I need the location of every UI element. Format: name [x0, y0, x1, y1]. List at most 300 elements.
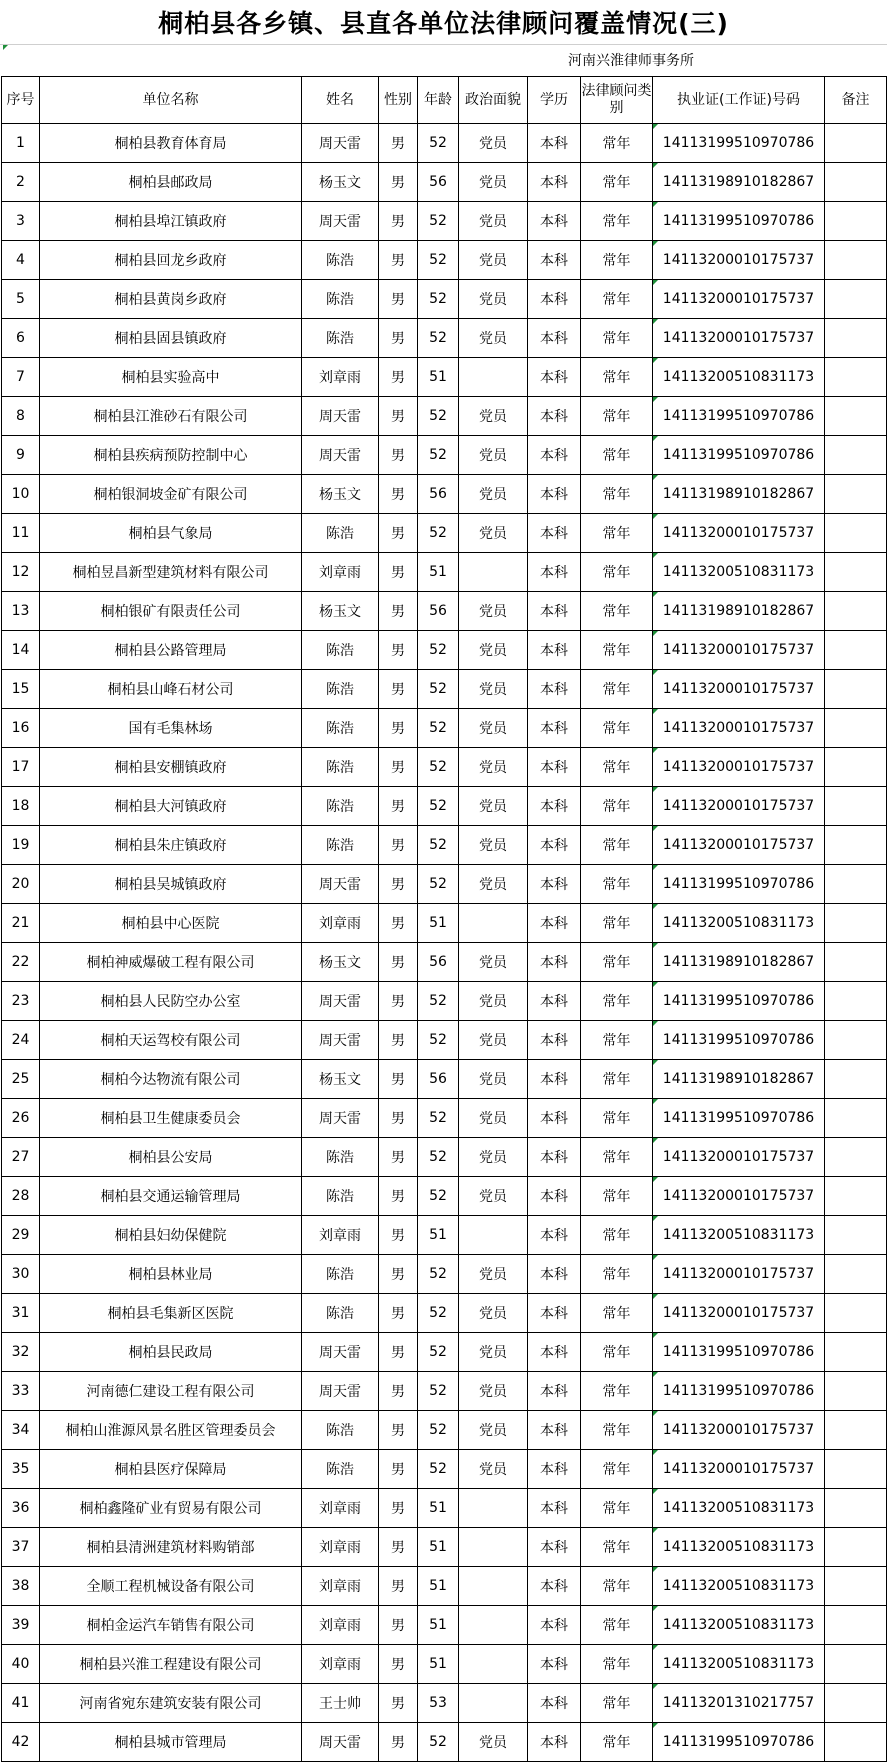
cell-person-name: 王士帅	[302, 1684, 379, 1723]
cell-license-number: 14113200510831173	[653, 553, 825, 592]
cell-counsel-category: 常年	[581, 124, 653, 163]
cell-seq: 19	[2, 826, 40, 865]
cell-remarks	[825, 1216, 887, 1255]
cell-remarks	[825, 1060, 887, 1099]
cell-political-status	[459, 1684, 528, 1723]
cell-seq: 15	[2, 670, 40, 709]
cell-political-status: 党员	[459, 1372, 528, 1411]
cell-unit-name: 桐柏县实验高中	[40, 358, 302, 397]
cell-remarks	[825, 475, 887, 514]
table-row	[2, 358, 887, 397]
cell-person-name: 周天雷	[302, 1723, 379, 1762]
cell-remarks	[825, 1684, 887, 1723]
cell-gender: 男	[379, 826, 418, 865]
cell-unit-name: 桐柏县固县镇政府	[40, 319, 302, 358]
cell-age: 52	[418, 319, 459, 358]
cell-license-number: 14113200510831173	[653, 358, 825, 397]
cell-remarks	[825, 826, 887, 865]
cell-license-number: 14113200010175737	[653, 1450, 825, 1489]
cell-gender: 男	[379, 1606, 418, 1645]
cell-remarks	[825, 1723, 887, 1762]
cell-political-status: 党员	[459, 514, 528, 553]
cell-political-status: 党员	[459, 436, 528, 475]
cell-remarks	[825, 982, 887, 1021]
table-row	[2, 202, 887, 241]
cell-political-status: 党员	[459, 1411, 528, 1450]
cell-license-number: 14113199510970786	[653, 1021, 825, 1060]
cell-remarks	[825, 1138, 887, 1177]
cell-license-number: 14113200010175737	[653, 787, 825, 826]
cell-counsel-category: 常年	[581, 1372, 653, 1411]
cell-seq: 6	[2, 319, 40, 358]
cell-person-name: 杨玉文	[302, 163, 379, 202]
cell-age: 52	[418, 202, 459, 241]
cell-education: 本科	[528, 1060, 581, 1099]
cell-unit-name: 国有毛集林场	[40, 709, 302, 748]
table-row	[2, 1372, 887, 1411]
cell-gender: 男	[379, 1645, 418, 1684]
cell-gender: 男	[379, 319, 418, 358]
table-row	[2, 1684, 887, 1723]
header-remarks: 备注	[825, 77, 887, 124]
cell-age: 52	[418, 514, 459, 553]
cell-seq: 9	[2, 436, 40, 475]
cell-license-number: 14113199510970786	[653, 436, 825, 475]
cell-seq: 8	[2, 397, 40, 436]
cell-political-status	[459, 1567, 528, 1606]
cell-seq: 22	[2, 943, 40, 982]
cell-gender: 男	[379, 1216, 418, 1255]
cell-remarks	[825, 1450, 887, 1489]
cell-seq: 30	[2, 1255, 40, 1294]
cell-seq: 12	[2, 553, 40, 592]
cell-age: 52	[418, 748, 459, 787]
cell-counsel-category: 常年	[581, 553, 653, 592]
cell-license-number: 14113198910182867	[653, 943, 825, 982]
cell-remarks	[825, 1021, 887, 1060]
cell-political-status: 党员	[459, 1021, 528, 1060]
cell-unit-name: 桐柏县公安局	[40, 1138, 302, 1177]
cell-person-name: 陈浩	[302, 241, 379, 280]
cell-age: 51	[418, 1216, 459, 1255]
cell-political-status: 党员	[459, 592, 528, 631]
cell-counsel-category: 常年	[581, 865, 653, 904]
cell-gender: 男	[379, 163, 418, 202]
cell-political-status: 党员	[459, 1333, 528, 1372]
cell-education: 本科	[528, 358, 581, 397]
table-row	[2, 1723, 887, 1762]
cell-counsel-category: 常年	[581, 904, 653, 943]
cell-person-name: 刘章雨	[302, 1606, 379, 1645]
cell-unit-name: 桐柏今达物流有限公司	[40, 1060, 302, 1099]
cell-age: 52	[418, 1099, 459, 1138]
cell-counsel-category: 常年	[581, 1060, 653, 1099]
table-row	[2, 241, 887, 280]
cell-license-number: 14113200510831173	[653, 1489, 825, 1528]
cell-age: 52	[418, 397, 459, 436]
cell-age: 51	[418, 553, 459, 592]
cell-age: 51	[418, 1606, 459, 1645]
cell-age: 52	[418, 241, 459, 280]
table-row	[2, 592, 887, 631]
cell-person-name: 陈浩	[302, 319, 379, 358]
cell-counsel-category: 常年	[581, 1528, 653, 1567]
cell-gender: 男	[379, 982, 418, 1021]
organization-row	[0, 44, 887, 77]
cell-education: 本科	[528, 1411, 581, 1450]
table-row	[2, 1021, 887, 1060]
cell-seq: 31	[2, 1294, 40, 1333]
cell-person-name: 陈浩	[302, 1177, 379, 1216]
cell-license-number: 14113200010175737	[653, 241, 825, 280]
cell-unit-name: 桐柏天运驾校有限公司	[40, 1021, 302, 1060]
cell-gender: 男	[379, 1489, 418, 1528]
cell-age: 52	[418, 982, 459, 1021]
cell-unit-name: 桐柏县交通运输管理局	[40, 1177, 302, 1216]
table-row	[2, 1489, 887, 1528]
cell-remarks	[825, 787, 887, 826]
table-row	[2, 709, 887, 748]
cell-counsel-category: 常年	[581, 1216, 653, 1255]
cell-counsel-category: 常年	[581, 592, 653, 631]
counsel-coverage-table	[1, 76, 887, 1762]
cell-license-number: 14113199510970786	[653, 982, 825, 1021]
cell-license-number: 14113198910182867	[653, 475, 825, 514]
cell-political-status: 党员	[459, 1723, 528, 1762]
cell-age: 52	[418, 124, 459, 163]
cell-license-number: 14113200010175737	[653, 1411, 825, 1450]
cell-seq: 21	[2, 904, 40, 943]
cell-age: 52	[418, 1723, 459, 1762]
cell-seq: 36	[2, 1489, 40, 1528]
cell-person-name: 刘章雨	[302, 1567, 379, 1606]
cell-education: 本科	[528, 280, 581, 319]
cell-remarks	[825, 280, 887, 319]
cell-counsel-category: 常年	[581, 280, 653, 319]
cell-person-name: 陈浩	[302, 826, 379, 865]
header-political-status: 政治面貌	[459, 77, 528, 124]
cell-person-name: 陈浩	[302, 787, 379, 826]
cell-remarks	[825, 943, 887, 982]
cell-person-name: 陈浩	[302, 670, 379, 709]
cell-unit-name: 桐柏县清洲建筑材料购销部	[40, 1528, 302, 1567]
cell-gender: 男	[379, 1177, 418, 1216]
cell-education: 本科	[528, 592, 581, 631]
cell-education: 本科	[528, 1099, 581, 1138]
cell-political-status: 党员	[459, 1099, 528, 1138]
cell-seq: 2	[2, 163, 40, 202]
cell-education: 本科	[528, 1606, 581, 1645]
cell-person-name: 刘章雨	[302, 1528, 379, 1567]
cell-remarks	[825, 1645, 887, 1684]
cell-counsel-category: 常年	[581, 670, 653, 709]
cell-age: 51	[418, 1645, 459, 1684]
cell-gender: 男	[379, 904, 418, 943]
cell-remarks	[825, 124, 887, 163]
cell-unit-name: 桐柏县毛集新区医院	[40, 1294, 302, 1333]
cell-age: 56	[418, 475, 459, 514]
cell-political-status: 党员	[459, 241, 528, 280]
cell-education: 本科	[528, 1489, 581, 1528]
cell-unit-name: 桐柏县医疗保障局	[40, 1450, 302, 1489]
header-counsel-category: 法律顾问类别	[581, 77, 653, 124]
table-row	[2, 1255, 887, 1294]
cell-gender: 男	[379, 1411, 418, 1450]
cell-seq: 35	[2, 1450, 40, 1489]
table-row	[2, 748, 887, 787]
table-row	[2, 1177, 887, 1216]
cell-age: 51	[418, 1528, 459, 1567]
cell-remarks	[825, 1099, 887, 1138]
cell-remarks	[825, 1489, 887, 1528]
cell-person-name: 刘章雨	[302, 1489, 379, 1528]
table-row	[2, 1645, 887, 1684]
cell-person-name: 陈浩	[302, 709, 379, 748]
cell-remarks	[825, 1333, 887, 1372]
cell-seq: 40	[2, 1645, 40, 1684]
cell-counsel-category: 常年	[581, 202, 653, 241]
cell-unit-name: 桐柏县邮政局	[40, 163, 302, 202]
cell-education: 本科	[528, 1645, 581, 1684]
cell-education: 本科	[528, 826, 581, 865]
cell-age: 53	[418, 1684, 459, 1723]
cell-person-name: 刘章雨	[302, 1216, 379, 1255]
cell-license-number: 14113200010175737	[653, 514, 825, 553]
cell-license-number: 14113200010175737	[653, 670, 825, 709]
cell-age: 52	[418, 1177, 459, 1216]
cell-counsel-category: 常年	[581, 709, 653, 748]
cell-age: 52	[418, 631, 459, 670]
cell-remarks	[825, 1606, 887, 1645]
cell-education: 本科	[528, 1255, 581, 1294]
cell-political-status: 党员	[459, 397, 528, 436]
table-row	[2, 1606, 887, 1645]
cell-seq: 32	[2, 1333, 40, 1372]
cell-age: 52	[418, 787, 459, 826]
organization-name: 河南兴淮律师事务所	[568, 53, 694, 69]
cell-education: 本科	[528, 1450, 581, 1489]
cell-education: 本科	[528, 1294, 581, 1333]
cell-counsel-category: 常年	[581, 826, 653, 865]
cell-political-status: 党员	[459, 631, 528, 670]
cell-license-number: 14113200010175737	[653, 280, 825, 319]
table-row	[2, 475, 887, 514]
cell-age: 52	[418, 280, 459, 319]
cell-gender: 男	[379, 241, 418, 280]
header-age: 年龄	[418, 77, 459, 124]
cell-age: 52	[418, 709, 459, 748]
cell-unit-name: 桐柏县公路管理局	[40, 631, 302, 670]
cell-education: 本科	[528, 163, 581, 202]
cell-unit-name: 河南德仁建设工程有限公司	[40, 1372, 302, 1411]
cell-education: 本科	[528, 1216, 581, 1255]
cell-person-name: 周天雷	[302, 1333, 379, 1372]
cell-counsel-category: 常年	[581, 1294, 653, 1333]
cell-unit-name: 桐柏银洞坡金矿有限公司	[40, 475, 302, 514]
cell-education: 本科	[528, 904, 581, 943]
cell-gender: 男	[379, 124, 418, 163]
cell-remarks	[825, 670, 887, 709]
cell-unit-name: 桐柏山淮源风景名胜区管理委员会	[40, 1411, 302, 1450]
cell-age: 52	[418, 1255, 459, 1294]
cell-gender: 男	[379, 1684, 418, 1723]
cell-unit-name: 桐柏县气象局	[40, 514, 302, 553]
cell-counsel-category: 常年	[581, 319, 653, 358]
cell-seq: 10	[2, 475, 40, 514]
header-gender: 性别	[379, 77, 418, 124]
cell-education: 本科	[528, 748, 581, 787]
cell-license-number: 14113199510970786	[653, 202, 825, 241]
cell-person-name: 周天雷	[302, 397, 379, 436]
cell-political-status	[459, 1606, 528, 1645]
cell-gender: 男	[379, 475, 418, 514]
cell-political-status: 党员	[459, 1294, 528, 1333]
cell-remarks	[825, 241, 887, 280]
cell-seq: 42	[2, 1723, 40, 1762]
cell-counsel-category: 常年	[581, 436, 653, 475]
cell-counsel-category: 常年	[581, 1411, 653, 1450]
table-row	[2, 787, 887, 826]
table-header	[2, 77, 887, 124]
cell-unit-name: 桐柏县教育体育局	[40, 124, 302, 163]
cell-political-status: 党员	[459, 865, 528, 904]
cell-gender: 男	[379, 1372, 418, 1411]
table-row	[2, 163, 887, 202]
cell-person-name: 刘章雨	[302, 358, 379, 397]
cell-person-name: 周天雷	[302, 1372, 379, 1411]
cell-education: 本科	[528, 553, 581, 592]
cell-seq: 26	[2, 1099, 40, 1138]
cell-counsel-category: 常年	[581, 1723, 653, 1762]
cell-person-name: 周天雷	[302, 124, 379, 163]
cell-unit-name: 桐柏县城市管理局	[40, 1723, 302, 1762]
cell-counsel-category: 常年	[581, 1606, 653, 1645]
cell-unit-name: 桐柏县回龙乡政府	[40, 241, 302, 280]
cell-counsel-category: 常年	[581, 1450, 653, 1489]
cell-unit-name: 桐柏县江淮砂石有限公司	[40, 397, 302, 436]
cell-license-number: 14113199510970786	[653, 1333, 825, 1372]
cell-gender: 男	[379, 1060, 418, 1099]
cell-license-number: 14113198910182867	[653, 1060, 825, 1099]
cell-counsel-category: 常年	[581, 787, 653, 826]
cell-license-number: 14113200510831173	[653, 904, 825, 943]
cell-license-number: 14113199510970786	[653, 124, 825, 163]
cell-seq: 41	[2, 1684, 40, 1723]
table-row	[2, 1294, 887, 1333]
cell-counsel-category: 常年	[581, 397, 653, 436]
table-row	[2, 670, 887, 709]
cell-political-status: 党员	[459, 748, 528, 787]
cell-seq: 38	[2, 1567, 40, 1606]
cell-license-number: 14113200010175737	[653, 748, 825, 787]
cell-person-name: 陈浩	[302, 514, 379, 553]
cell-seq: 16	[2, 709, 40, 748]
cell-education: 本科	[528, 709, 581, 748]
cell-seq: 14	[2, 631, 40, 670]
table-row	[2, 1138, 887, 1177]
cell-political-status: 党员	[459, 124, 528, 163]
cell-license-number: 14113199510970786	[653, 397, 825, 436]
cell-remarks	[825, 358, 887, 397]
cell-age: 52	[418, 1021, 459, 1060]
cell-unit-name: 桐柏神威爆破工程有限公司	[40, 943, 302, 982]
cell-unit-name: 桐柏县人民防空办公室	[40, 982, 302, 1021]
header-person-name: 姓名	[302, 77, 379, 124]
cell-person-name: 周天雷	[302, 202, 379, 241]
table-body	[2, 124, 887, 1762]
cell-education: 本科	[528, 1021, 581, 1060]
cell-unit-name: 桐柏县林业局	[40, 1255, 302, 1294]
cell-education: 本科	[528, 1684, 581, 1723]
cell-counsel-category: 常年	[581, 475, 653, 514]
cell-person-name: 周天雷	[302, 436, 379, 475]
cell-seq: 4	[2, 241, 40, 280]
table-row	[2, 1099, 887, 1138]
header-unit-name: 单位名称	[40, 77, 302, 124]
cell-seq: 27	[2, 1138, 40, 1177]
cell-seq: 3	[2, 202, 40, 241]
cell-political-status	[459, 1528, 528, 1567]
cell-education: 本科	[528, 436, 581, 475]
cell-political-status: 党员	[459, 670, 528, 709]
cell-gender: 男	[379, 1099, 418, 1138]
cell-counsel-category: 常年	[581, 1177, 653, 1216]
cell-gender: 男	[379, 397, 418, 436]
table-row	[2, 124, 887, 163]
table-row	[2, 319, 887, 358]
cell-gender: 男	[379, 865, 418, 904]
cell-remarks	[825, 1411, 887, 1450]
cell-unit-name: 桐柏县大河镇政府	[40, 787, 302, 826]
table-row	[2, 1216, 887, 1255]
cell-unit-name: 桐柏县中心医院	[40, 904, 302, 943]
cell-license-number: 14113198910182867	[653, 163, 825, 202]
cell-counsel-category: 常年	[581, 1333, 653, 1372]
cell-education: 本科	[528, 982, 581, 1021]
cell-unit-name: 桐柏县山峰石材公司	[40, 670, 302, 709]
cell-person-name: 陈浩	[302, 1294, 379, 1333]
cell-unit-name: 桐柏县埠江镇政府	[40, 202, 302, 241]
cell-counsel-category: 常年	[581, 943, 653, 982]
cell-education: 本科	[528, 397, 581, 436]
cell-license-number: 14113200510831173	[653, 1606, 825, 1645]
cell-education: 本科	[528, 1567, 581, 1606]
cell-person-name: 陈浩	[302, 748, 379, 787]
cell-person-name: 陈浩	[302, 631, 379, 670]
cell-unit-name: 桐柏县黄岗乡政府	[40, 280, 302, 319]
cell-gender: 男	[379, 787, 418, 826]
cell-remarks	[825, 1372, 887, 1411]
cell-political-status: 党员	[459, 1450, 528, 1489]
cell-gender: 男	[379, 1723, 418, 1762]
cell-political-status: 党员	[459, 163, 528, 202]
cell-education: 本科	[528, 943, 581, 982]
cell-seq: 13	[2, 592, 40, 631]
cell-gender: 男	[379, 1138, 418, 1177]
cell-remarks	[825, 514, 887, 553]
cell-license-number: 14113200010175737	[653, 709, 825, 748]
cell-person-name: 杨玉文	[302, 475, 379, 514]
cell-person-name: 杨玉文	[302, 943, 379, 982]
cell-education: 本科	[528, 1723, 581, 1762]
cell-political-status: 党员	[459, 1177, 528, 1216]
cell-education: 本科	[528, 670, 581, 709]
cell-political-status: 党员	[459, 1255, 528, 1294]
cell-political-status: 党员	[459, 202, 528, 241]
cell-education: 本科	[528, 631, 581, 670]
cell-unit-name: 桐柏县朱庄镇政府	[40, 826, 302, 865]
cell-seq: 34	[2, 1411, 40, 1450]
